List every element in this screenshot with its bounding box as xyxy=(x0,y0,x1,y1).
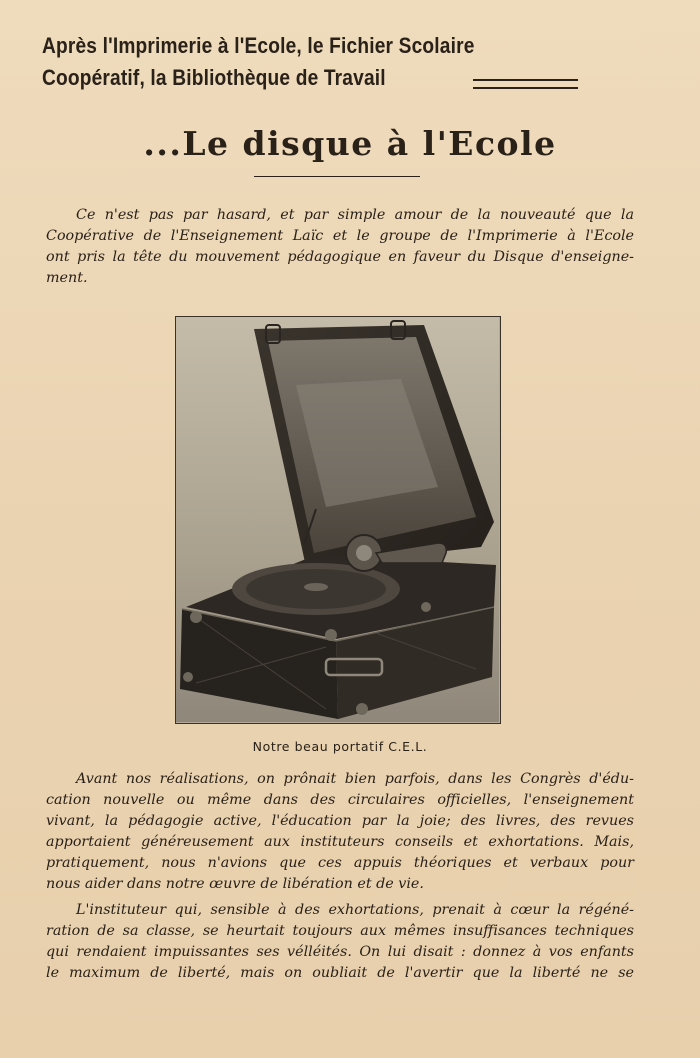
paragraph-line: nous aider dans notre œuvre de libération et de vie. xyxy=(46,876,424,892)
body-paragraph-2 xyxy=(46,900,634,984)
header-line-2: Coopératif, la Bibliothèque de Travail xyxy=(42,65,386,90)
intro-paragraph xyxy=(46,205,634,289)
title-underline xyxy=(254,176,420,177)
intro-line: ont pris la tête du mouvement pédagogique en faveur du Disque d'enseigne- xyxy=(46,249,634,265)
header-double-rule xyxy=(473,79,578,89)
paragraph-line: apportaient généreusement aux instituteurs conseils et exhortations. Mais, xyxy=(46,834,634,850)
header-line-1: Après l'Imprimerie à l'Ecole, le Fichier Scolaire xyxy=(42,33,475,58)
paragraph-line: Avant nos réalisations, on prônait bien parfois, dans les Congrès d'édu- xyxy=(76,771,634,787)
article-title: ...Le disque à l'Ecole xyxy=(143,124,557,163)
intro-line: Ce n'est pas par hasard, et par simple amour de la nouveauté que la xyxy=(76,207,634,223)
paragraph-line: ration de sa classe, se heurtait toujours aux mêmes insuffisances techniques xyxy=(46,923,634,939)
gramophone-photo xyxy=(175,316,501,724)
paragraph-line: L'instituteur qui, sensible à des exhortations, prenait à cœur la régéné- xyxy=(76,902,634,918)
paragraph-line: le maximum de liberté, mais on oubliait de l'avertir que la liberté ne se xyxy=(46,965,634,981)
gramophone-illustration xyxy=(176,317,499,722)
paragraph-line: cation nouvelle ou même dans des circulaires officielles, l'enseignement xyxy=(46,792,634,808)
page-header xyxy=(42,30,529,94)
body-paragraph-1 xyxy=(46,769,634,895)
intro-line: Coopérative de l'Enseignement Laïc et le groupe de l'Imprimerie à l'Ecole xyxy=(46,228,634,244)
photo-caption: Notre beau portatif C.E.L. xyxy=(252,739,428,754)
paragraph-line: vivant, la pédagogie active, l'éducation par la joie; des livres, des revues xyxy=(46,813,634,829)
intro-line: ment. xyxy=(46,270,88,286)
paragraph-line: qui rendaient impuissantes ses vélléités. On lui disait : donnez à vos enfants xyxy=(46,944,634,960)
paragraph-line: pratiquement, nous n'avions que ces appuis théoriques et verbaux pour xyxy=(46,855,634,871)
